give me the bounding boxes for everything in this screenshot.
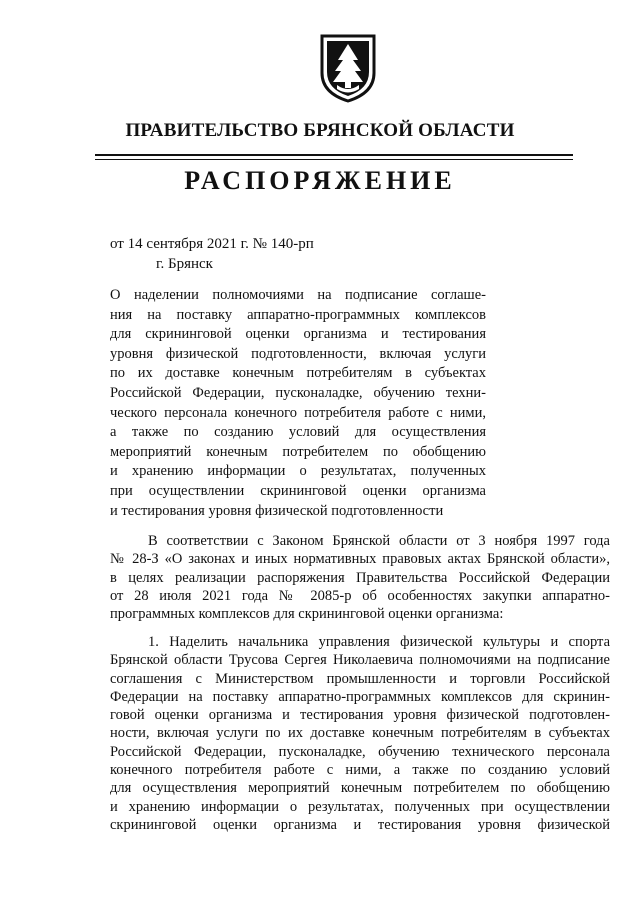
subject-line: мероприятий конечным потребителем по обобщению	[110, 443, 486, 460]
subject-line: для скрининговой оценки организма и тестирования	[110, 326, 486, 343]
document-city: г. Брянск	[156, 256, 213, 272]
subject-line: О наделении полномочиями на подписание соглаше-	[110, 287, 486, 303]
subject-line: ческого персонала конечного потребителя работе с ними,	[110, 404, 486, 421]
paragraph-line: Российской Федерации, пусконаладке, обучению технического персонала	[110, 743, 610, 760]
subject-line: Российской Федерации, пусконаладке, обучению техни-	[110, 384, 486, 401]
paragraph-line: от 28 июля 2021 года № 2085-р об особенностях закупки аппаратно-	[110, 587, 610, 604]
header-rule-thick	[95, 154, 573, 156]
paragraph-line: соглашения с Министерством промышленности и торговли Российской	[110, 670, 610, 687]
paragraph-line: конечного потребителя работе с ними, а также по созданию условий	[110, 762, 610, 779]
preamble-paragraph	[110, 532, 610, 623]
subject-line: при осуществлении скрининговой оценки организма	[110, 482, 486, 499]
paragraph-line: для осуществления мероприятий конечным потребителем по обобщению	[110, 780, 610, 797]
paragraph-line: 1. Наделить начальника управления физической культуры и спорта	[148, 634, 610, 650]
subject-line: ния на поставку аппаратно-программных комплексов	[110, 306, 486, 323]
document-date-number: от 14 сентября 2021 г. № 140-рп	[110, 236, 314, 252]
paragraph-line: № 28-З «О законах и иных нормативных правовых актах Брянской области»,	[110, 551, 610, 568]
clause-1-paragraph	[110, 633, 610, 834]
organization-title: ПРАВИТЕЛЬСТВО БРЯНСКОЙ ОБЛАСТИ	[125, 120, 515, 141]
paragraph-line: В соответствии с Законом Брянской области от 3 ноября 1997 года	[148, 533, 610, 549]
document-subject	[110, 286, 486, 521]
subject-line: уровня физической подготовленности, включая услуги	[110, 345, 486, 362]
paragraph-line: говой оценки организма и тестирования уровня физической подготовлен-	[110, 707, 610, 724]
subject-line: по их доставке конечным потребителям в субъектах	[110, 365, 486, 382]
paragraph-line: и хранению информации о результатах, полученных при осуществлении	[110, 798, 610, 815]
paragraph-line: скрининговой оценки организма и тестирования уровня физической	[110, 816, 610, 833]
paragraph-line: программных комплексов для скрининговой оценки организма:	[110, 606, 504, 623]
header-rule-thin	[95, 159, 573, 160]
subject-line: и тестирования уровня физической подготовленности	[110, 502, 444, 519]
coat-of-arms-icon	[318, 33, 378, 103]
paragraph-line: Брянской области Трусова Сергея Николаевича полномочиями на подписание	[110, 652, 610, 669]
document-type-title: РАСПОРЯЖЕНИЕ	[184, 166, 456, 195]
paragraph-line: Федерации на поставку аппаратно-программных комплексов для скринин-	[110, 688, 610, 705]
subject-line: а также по созданию условий для осуществления	[110, 424, 486, 441]
paragraph-line: ности, включая услуги по их доставке конечным потребителям в субъектах	[110, 725, 610, 742]
paragraph-line: в целях реализации распоряжения Правительства Российской Федерации	[110, 569, 610, 586]
subject-line: и хранению информации о результатах, полученных	[110, 463, 486, 480]
